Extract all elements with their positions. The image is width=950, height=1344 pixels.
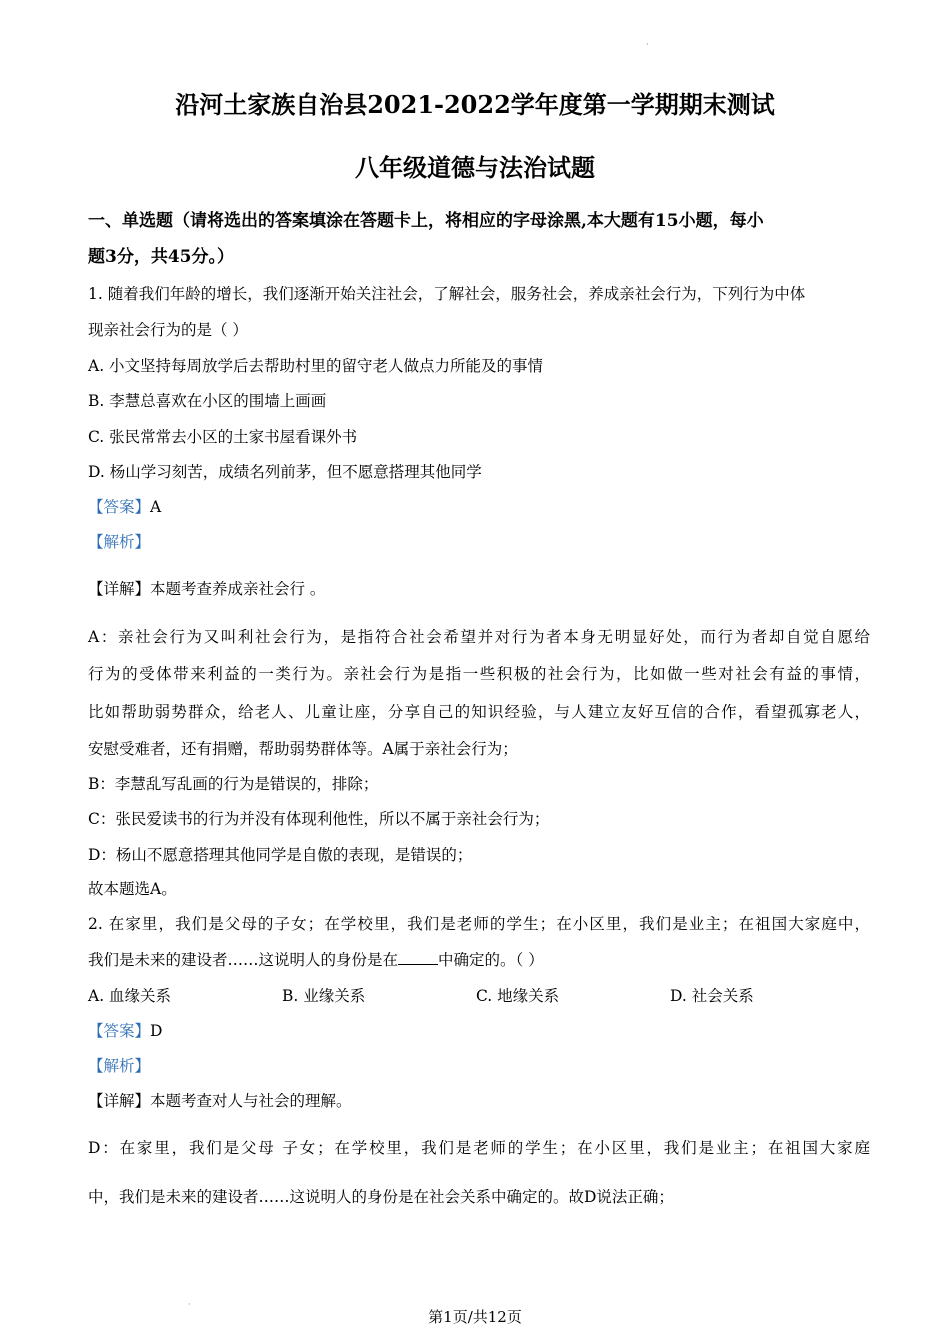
page-number: 第1页/共12页: [428, 1308, 522, 1326]
section-heading-line1: 一、单选题（请将选出的答案填涂在答题卡上，将相应的字母涂黑,本大题有15小题，每小: [88, 211, 764, 231]
q2-answer: [88, 1021, 870, 1041]
q1-explanation-line7: D：杨山不愿意搭理其他同学是自傲的表现，是错误的；: [88, 846, 473, 864]
q1-explanation-line5: B：李慧乱写乱画的行为是错误的，排除；: [88, 775, 379, 793]
q2-explanation-line1: D：在家里，我们是父母 子女；在学校里，我们是老师的学生；在小区里，我们是业主；在祖国大家庭: [88, 1139, 870, 1157]
scan-dot: ·: [646, 40, 649, 49]
answer-tag: 【答案】: [88, 1022, 151, 1040]
q2-option-a: A. 血缘关系: [88, 987, 172, 1005]
q2-stem-line1: 2. 在家里，我们是父母的子女；在学校里，我们是老师的学生；在小区里，我们是业主；在祖国大家庭中，: [88, 915, 870, 933]
q1-option-b: B. 李慧总喜欢在小区的围墙上画画: [88, 392, 327, 410]
q2-option-c: C. 地缘关系: [476, 987, 560, 1005]
q2-analysis-tag: 【解析】: [88, 1057, 151, 1075]
q1-stem-line1: 1. 随着我们年龄的增长，我们逐渐开始关注社会，了解社会，服务社会，养成亲社会行为，下列行为中体: [88, 285, 806, 303]
q1-answer: [88, 497, 870, 517]
q2-stem-part-b: 中确定的。（ ）: [438, 951, 544, 969]
q2-stem-part-a: 我们是未来的建设者……这说明人的身份是在: [88, 951, 399, 969]
q2-explanation-line2: 中，我们是未来的建设者……这说明人的身份是在社会关系中确定的。故D说法正确；: [88, 1188, 674, 1206]
q1-explanation-line4: 安慰受难者，还有捐赠，帮助弱势群体等。A属于亲社会行为；: [88, 740, 518, 758]
answer-value: D: [150, 1022, 163, 1040]
q1-explanation-line3: 比如帮助弱势群众，给老人、儿童让座，分享自己的知识经验，与人建立友好互信的合作，看望孤寡老人，: [88, 703, 870, 721]
q2-option-b: B. 业缘关系: [282, 987, 366, 1005]
answer-tag: 【答案】: [88, 498, 151, 516]
q1-option-d: D. 杨山学习刻苦，成绩名列前茅，但不愿意搭理其他同学: [88, 463, 482, 481]
q1-analysis-tag: 【解析】: [88, 533, 151, 551]
q2-detail: 【详解】本题考查对人与社会的理解。: [88, 1092, 352, 1110]
exam-subtitle: 八年级道德与法治试题: [355, 153, 595, 182]
q2-blank: [398, 950, 438, 965]
section-heading-line2: 题3分，共45分。）: [88, 247, 234, 267]
q1-explanation-line8: 故本题选A。: [88, 880, 177, 898]
exam-title: 沿河土家族自治县2021-2022学年度第一学期期末测试: [175, 90, 775, 119]
q1-explanation-line6: C：张民爱读书的行为并没有体现利他性，所以不属于亲社会行为；: [88, 810, 550, 828]
answer-value: A: [150, 498, 162, 516]
q2-stem-line2: [88, 950, 870, 970]
scan-dot: ·: [188, 1300, 191, 1309]
q1-explanation-line2: 行为的受体带来利益的一类行为。亲社会行为是指一些积极的社会行为，比如做一些对社会有益的事情，: [88, 665, 870, 683]
q2-option-d: D. 社会关系: [670, 987, 754, 1005]
q1-option-c: C. 张民常常去小区的土家书屋看课外书: [88, 428, 358, 446]
q1-detail: 【详解】本题考查养成亲社会行 。: [88, 580, 326, 598]
q1-stem-line2: 现亲社会行为的是（ ）: [88, 321, 248, 339]
q1-option-a: A. 小文坚持每周放学后去帮助村里的留守老人做点力所能及的事情: [88, 357, 544, 375]
q1-explanation-line1: A：亲社会行为又叫利社会行为，是指符合社会希望并对行为者本身无明显好处，而行为者却自觉自愿给: [88, 628, 870, 646]
q2-options: [88, 986, 870, 1006]
